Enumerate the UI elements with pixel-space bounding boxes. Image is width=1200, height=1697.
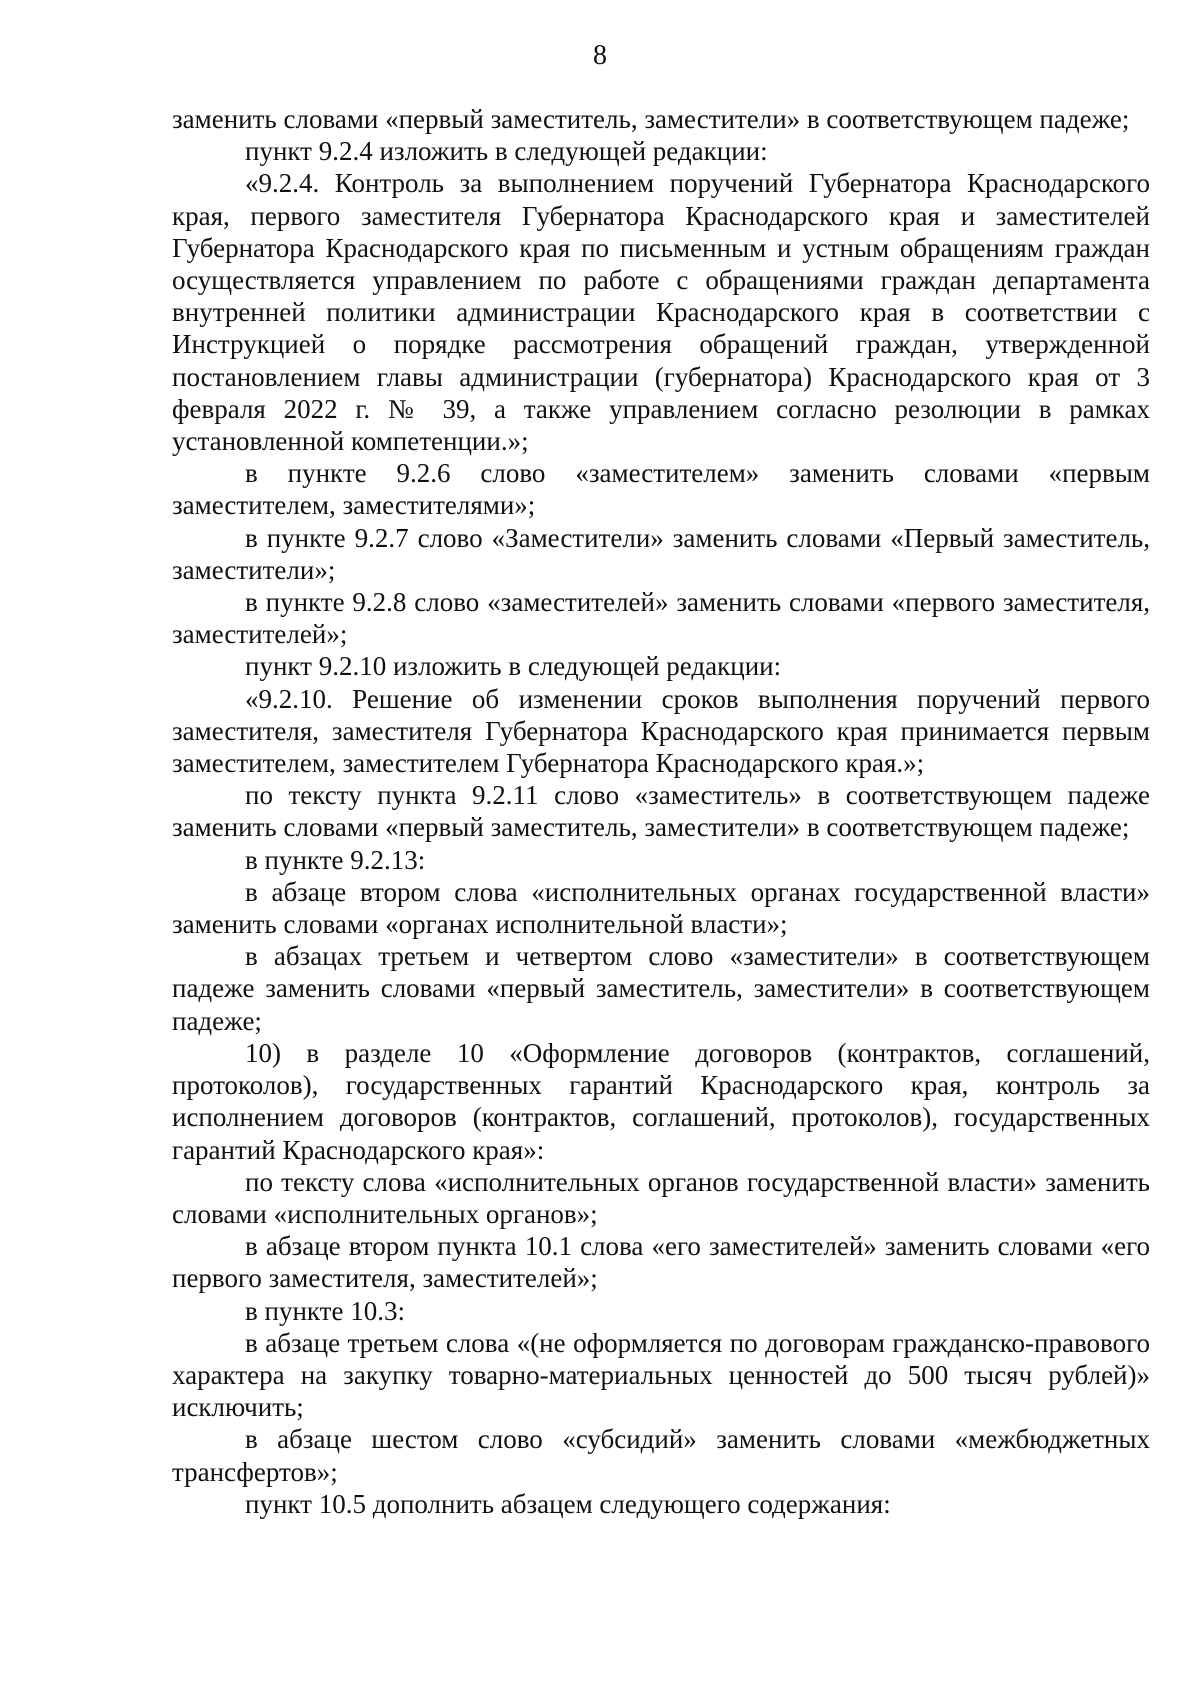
paragraph: «9.2.4. Контроль за выполнением поручений Губернатора Краснодарского края, первого заместителя Губернатора Краснодарского края и заместителей Губернатора Краснодарского края по письменным и устным обращениям граждан осуществляется управлением по работе с обращениями граждан департамента внутренней политики администрации Краснодарского края в соответствии с Инструкцией о порядке рассмотрения обращений граждан, утвержденной постановлением главы администрации (губернатора) Краснодарского края от 3 февраля 2022 г. № 39, а также управлением согласно резолюции в рамках установленной компетенции.»; <box>172 168 1150 457</box>
paragraph: в абзацах третьем и четвертом слово «заместители» в соответствующем падеже заменить словами «первый заместитель, заместители» в соответствующем падеже; <box>172 941 1150 1036</box>
paragraph: в абзаце шестом слово «субсидий» заменить словами «межбюджетных трансфертов»; <box>172 1424 1150 1487</box>
paragraph: пункт 10.5 дополнить абзацем следующего содержания: <box>245 1488 891 1519</box>
paragraph: 10) в разделе 10 «Оформление договоров (контрактов, соглашений, протоколов), государственных гарантий Краснодарского края, контроль за исполнением договоров (контрактов, соглашений, протоколов), государственных гарантий Краснодарского края»: <box>172 1037 1150 1165</box>
paragraph: пункт 9.2.4 изложить в следующей редакции: <box>245 136 768 167</box>
paragraph: в пункте 9.2.7 слово «Заместители» заменить словами «Первый заместитель, заместители»; <box>172 522 1150 585</box>
paragraph: в абзаце втором слова «исполнительных органах государственной власти» заменить словами «органах исполнительной власти»; <box>172 876 1150 940</box>
paragraph: в пункте 10.3: <box>245 1295 405 1326</box>
document-body <box>172 103 1150 1520</box>
paragraph: по тексту слова «исполнительных органов государственной власти» заменить словами «исполнительных органов»; <box>172 1166 1150 1229</box>
paragraph: в пункте 9.2.6 слово «заместителем» заменить словами «первым заместителем, заместителями»; <box>172 458 1150 521</box>
paragraph: по тексту пункта 9.2.11 слово «заместитель» в соответствующем падеже заменить словами «первый заместитель, заместители» в соответствующем падеже; <box>172 780 1150 843</box>
page-number: 8 <box>593 40 607 71</box>
paragraph: в абзаце втором пункта 10.1 слова «его заместителей» заменить словами «его первого заместителя, заместителей»; <box>172 1231 1150 1294</box>
paragraph: в пункте 9.2.13: <box>245 844 426 875</box>
paragraph: «9.2.10. Решение об изменении сроков выполнения поручений первого заместителя, заместителя Губернатора Краснодарского края принимается первым заместителем, заместителем Губернатора Краснодарского края.»; <box>172 683 1150 779</box>
paragraph: заменить словами «первый заместитель, заместители» в соответствующем падеже; <box>172 104 1130 134</box>
paragraph: пункт 9.2.10 изложить в следующей редакции: <box>245 651 782 682</box>
paragraph: в абзаце третьем слова «(не оформляется по договорам гражданско-правового характера на закупку товарно-материальных ценностей до 500 тысяч рублей)» исключить; <box>172 1327 1150 1423</box>
paragraph: в пункте 9.2.8 слово «заместителей» заменить словами «первого заместителя, заместителей»; <box>172 587 1150 650</box>
